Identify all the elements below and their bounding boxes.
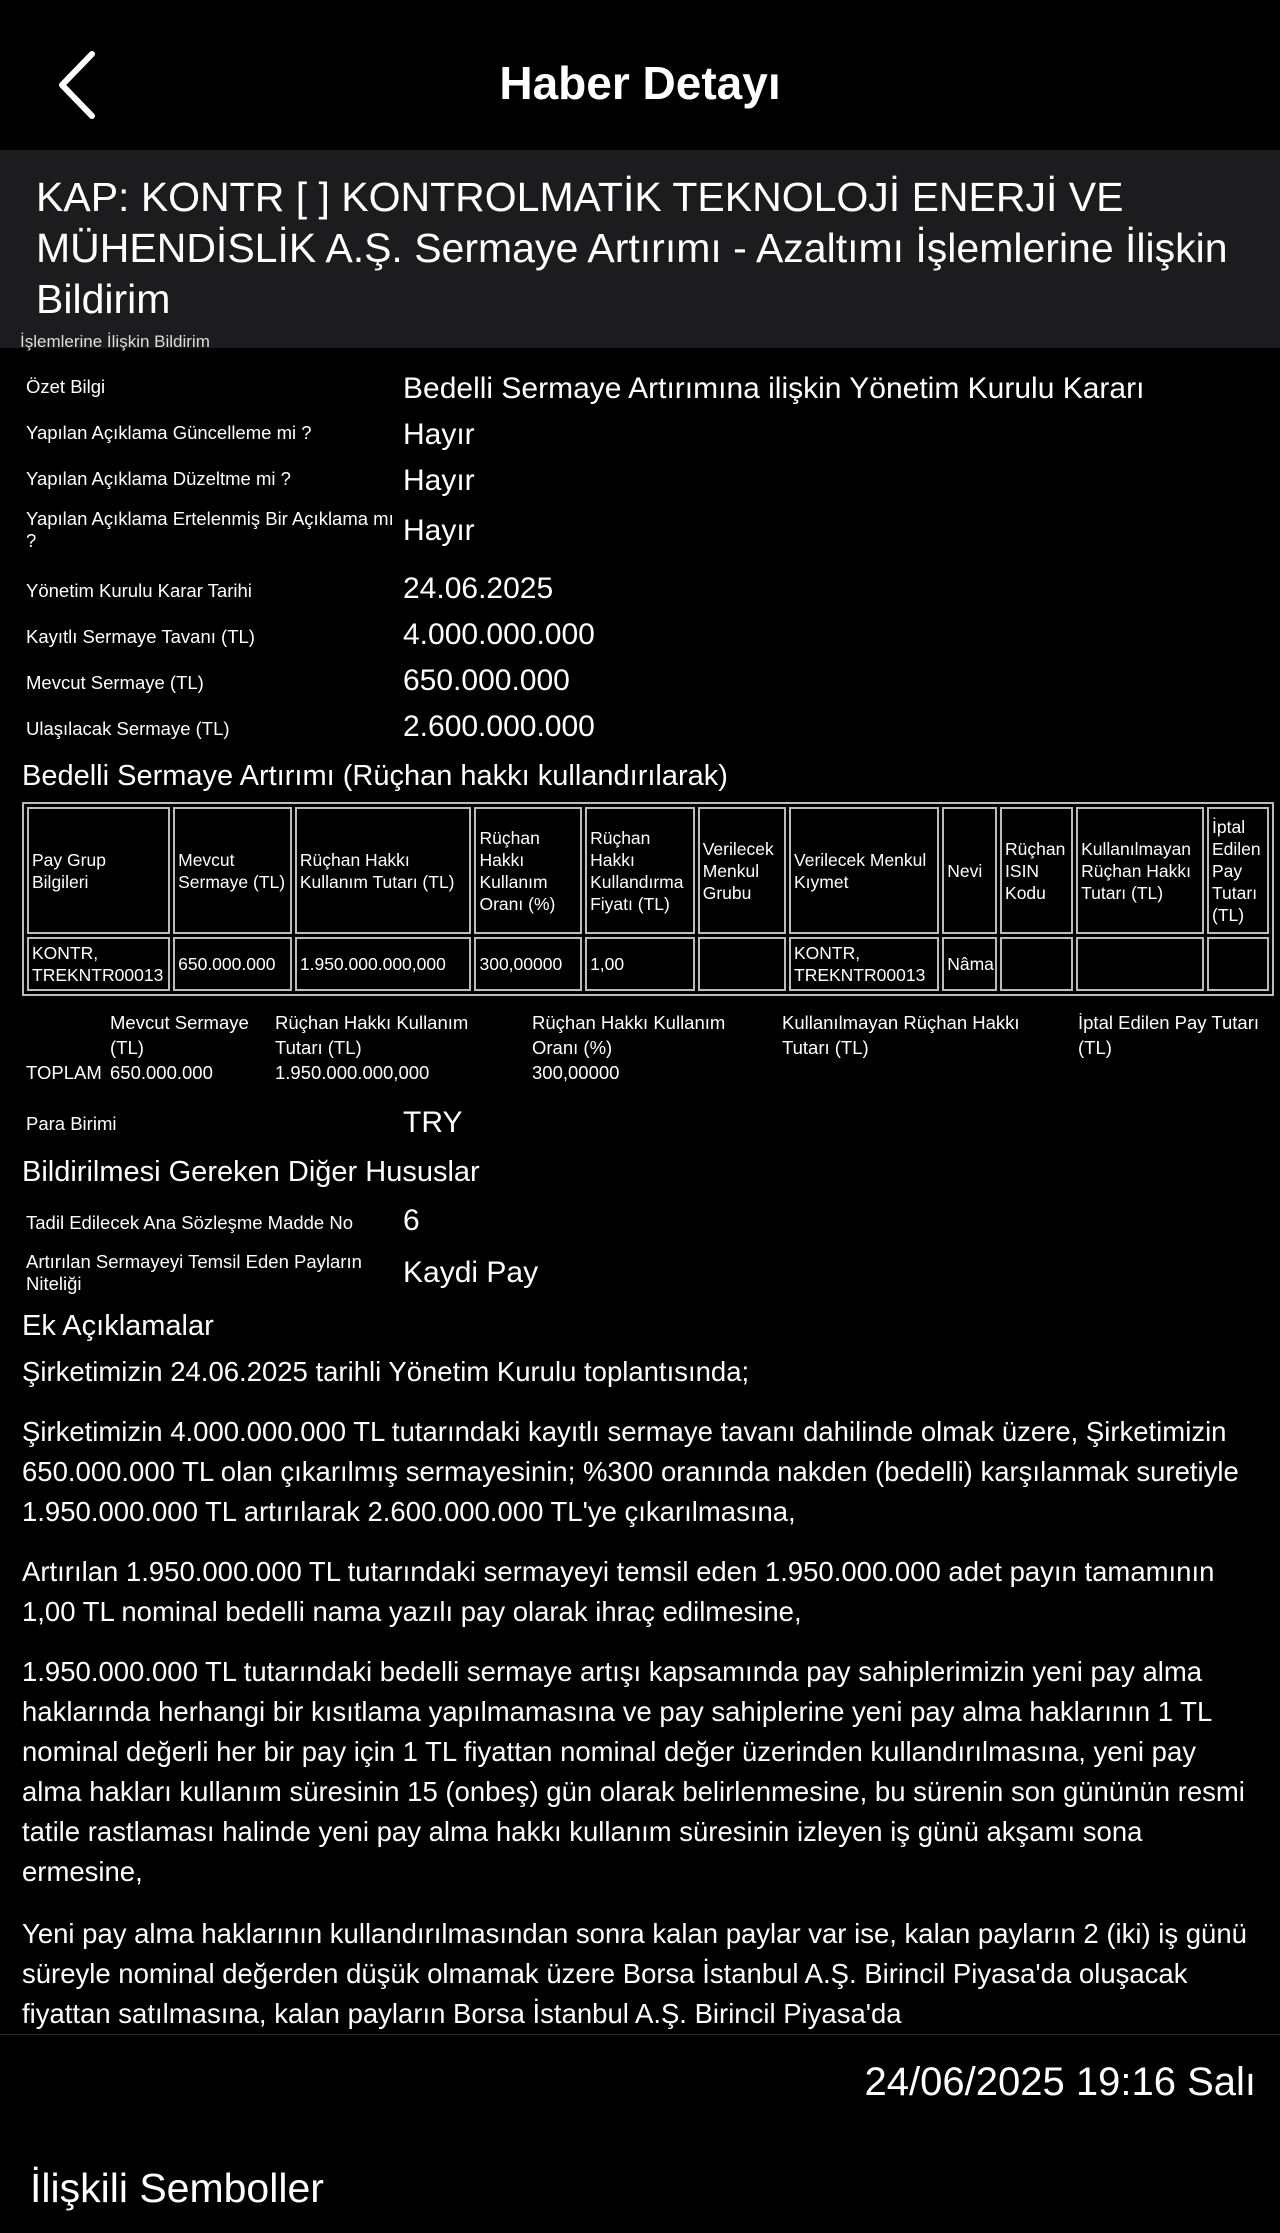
notes-section-title: Ek Açıklamalar — [22, 1310, 214, 1342]
summary-value: 300,00000 — [532, 1062, 620, 1083]
table-header-cell: Pay Grup Bilgileri — [27, 807, 170, 934]
footer-divider — [0, 2034, 1280, 2035]
summary-header: Mevcut Sermaye (TL) — [110, 1012, 249, 1058]
table-cell — [1000, 937, 1073, 991]
info-value: Bedelli Sermaye Artırımına ilişkin Yönetim Kurulu Kararı — [403, 372, 1145, 405]
table-cell — [1076, 937, 1204, 991]
table-header-cell: Rüçhan Hakkı Kullanım Oranı (%) — [474, 807, 582, 934]
table-header-cell: Rüçhan Hakkı Kullandırma Fiyatı (TL) — [585, 807, 695, 934]
note-paragraph: Artırılan 1.950.000.000 TL tutarındaki sermayeyi temsil eden 1.950.000.000 adet payın tamamının 1,00 TL nominal bedelli nama yazılı pay olarak ihraç edilmesine, — [22, 1556, 1215, 1627]
other-label: Artırılan Sermayeyi Temsil Eden Payların Niteliği — [26, 1251, 362, 1294]
info-label: Ulaşılacak Sermaye (TL) — [26, 718, 230, 739]
info-value: Hayır — [403, 464, 475, 497]
info-value: Hayır — [403, 418, 475, 451]
table-cell: KONTR, TREKNTR00013 — [27, 937, 170, 991]
nav-bar — [0, 0, 1280, 150]
info-label: Özet Bilgi — [26, 376, 106, 397]
info-value: Hayır — [403, 514, 475, 547]
table-header-cell: İptal Edilen Pay Tutarı (TL) — [1207, 807, 1269, 934]
info-value: 4.000.000.000 — [403, 618, 595, 651]
news-body — [0, 332, 1280, 2034]
info-value: 2.600.000.000 — [403, 710, 595, 743]
table-cell: 650.000.000 — [173, 937, 292, 991]
summary-header: İptal Edilen Pay Tutarı (TL) — [1078, 1012, 1259, 1058]
note-paragraph: 1.950.000.000 TL tutarındaki bedelli sermaye artışı kapsamında pay sahiplerimizin yeni pay alma haklarında herhangi bir kısıtlama yapılmamasına ve pay sahiplerine yeni pay alma haklarının 1 TL nominal değerli her bir pay için 1 TL fiyattan nominal değer üzerinden kullandırılmasına, yeni pay alma hakları kullanım süresinin 15 (onbeş) gün olarak belirlenmesine, bu sürenin son gününün resmi tatile rastlaması halinde yeni pay alma hakkı kullanım süresinin izleyen iş günü akşamı sona ermesine, — [22, 1656, 1245, 1887]
news-headline-banner — [0, 150, 1280, 348]
summary-header: Kullanılmayan Rüçhan Hakkı Tutarı (TL) — [782, 1012, 1020, 1058]
table-cell: 1.950.000.000,000 — [295, 937, 472, 991]
table-section-title: Bedelli Sermaye Artırımı (Rüçhan hakkı kullandırılarak) — [22, 760, 728, 792]
table-cell: 1,00 — [585, 937, 695, 991]
table-row — [27, 937, 1269, 991]
info-label: Kayıtlı Sermaye Tavanı (TL) — [26, 626, 255, 647]
table-header-row — [27, 807, 1269, 934]
other-value: 6 — [403, 1204, 420, 1237]
info-value: 650.000.000 — [403, 664, 570, 697]
table-cell: 300,00000 — [474, 937, 582, 991]
table-cell: Nâma — [942, 937, 997, 991]
info-label: Yapılan Açıklama Düzeltme mi ? — [26, 468, 291, 489]
cut-off-label: İşlemlerine İlişkin Bildirim — [20, 332, 210, 351]
other-section-title: Bildirilmesi Gereken Diğer Hususlar — [22, 1156, 480, 1188]
table-header-cell: Nevi — [942, 807, 997, 934]
info-label: Yönetim Kurulu Karar Tarihi — [26, 580, 252, 601]
table-header-cell: Kullanılmayan Rüçhan Hakkı Tutarı (TL) — [1076, 807, 1204, 934]
info-label: Yapılan Açıklama Güncelleme mi ? — [26, 422, 312, 443]
summary-header: Rüçhan Hakkı Kullanım Oranı (%) — [532, 1012, 726, 1058]
note-paragraph: Şirketimizin 4.000.000.000 TL tutarındaki kayıtlı sermaye tavanı dahilinde olmak üzere, Şirketimizin 650.000.000 TL olan çıkarılmış sermayesinin; %300 oranında nakden (bedelli) karşılanmak suretiyle 1.950.000.000 TL artırılarak 2.600.000.000 TL'ye çıkarılmasına, — [22, 1416, 1239, 1527]
table-cell: KONTR, TREKNTR00013 — [789, 937, 939, 991]
news-headline: KAP: KONTR [ ] KONTROLMATİK TEKNOLOJİ ENERJİ VE MÜHENDİSLİK A.Ş. Sermaye Artırımı - Azaltımı İşlemlerine İlişkin Bildirim — [36, 174, 1228, 322]
summary-total-label: TOPLAM — [26, 1062, 102, 1083]
currency-label: Para Birimi — [26, 1113, 117, 1134]
summary-value: 1.950.000.000,000 — [275, 1062, 430, 1083]
related-symbols-title: İlişkili Semboller — [30, 2165, 324, 2211]
note-paragraph: Yeni pay alma haklarının kullandırılmasından sonra kalan paylar var ise, kalan payların 2 (iki) iş günü süreyle nominal değerden düşük olmamak üzere Borsa İstanbul A.Ş. Birincil Piyasa'da oluşacak fiyattan satılmasına, kalan payların Borsa İstanbul A.Ş. Birincil Piyasa'da — [22, 1918, 1247, 2029]
table-header-cell: Verilecek Menkul Kıymet — [789, 807, 939, 934]
table-cell — [698, 937, 786, 991]
page-title: Haber Detayı — [499, 57, 781, 109]
table-header-cell: Rüçhan ISIN Kodu — [1000, 807, 1073, 934]
table-header-cell: Rüçhan Hakkı Kullanım Tutarı (TL) — [295, 807, 472, 934]
currency-value: TRY — [403, 1106, 463, 1139]
note-paragraph: Şirketimizin 24.06.2025 tarihli Yönetim Kurulu toplantısında; — [22, 1356, 750, 1387]
info-label: Mevcut Sermaye (TL) — [26, 672, 204, 693]
info-value: 24.06.2025 — [403, 572, 554, 605]
other-value: Kaydi Pay — [403, 1256, 539, 1289]
news-date: 24/06/2025 19:16 Salı — [864, 2060, 1256, 2104]
summary-header: Rüçhan Hakkı Kullanım Tutarı (TL) — [275, 1012, 469, 1058]
table-header-cell: Verilecek Menkul Grubu — [698, 807, 786, 934]
summary-value: 650.000.000 — [110, 1062, 213, 1083]
info-label: Yapılan Açıklama Ertelenmiş Bir Açıklama mı ? — [26, 508, 394, 551]
other-label: Tadil Edilecek Ana Sözleşme Madde No — [26, 1212, 354, 1233]
table-cell — [1207, 937, 1269, 991]
table-header-cell: Mevcut Sermaye (TL) — [173, 807, 292, 934]
rights-issue-table — [22, 802, 1274, 996]
